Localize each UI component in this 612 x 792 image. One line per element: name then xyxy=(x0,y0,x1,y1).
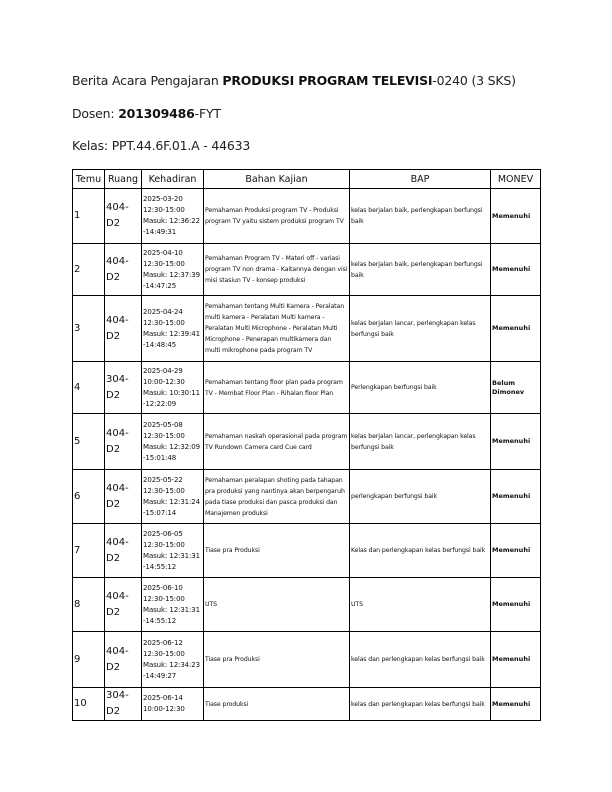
room: 404-D2 xyxy=(105,296,142,362)
study-material: Tiase produksi xyxy=(204,688,350,721)
check-in-time: Masuk: 12:36:22 xyxy=(143,217,200,225)
report-title xyxy=(72,73,516,88)
session-time: 12:30-15:00 xyxy=(143,540,185,549)
monev-status: Memenuhi xyxy=(491,470,541,524)
check-out-time: -14:49:31 xyxy=(143,228,177,236)
table-header-row xyxy=(73,170,541,189)
session-time: 12:30-15:00 xyxy=(143,649,185,658)
bap-note: perlengkapan berfungsi baik xyxy=(350,470,491,524)
title-prefix: Berita Acara Pengajaran xyxy=(72,73,223,88)
study-material: Pemahaman naskah operasional pada program TV Rundown Camera card Cue card xyxy=(204,414,350,470)
study-material: Pemahaman peralapan shoting pada tahapan pra produksi yang nantinya akan berpengaruh pada tiase produksi dan pasca produksi dan Manajemen produksi xyxy=(204,470,350,524)
monev-status: Memenuhi xyxy=(491,578,541,632)
session-date: 2025-04-10 xyxy=(143,248,183,257)
room: 404-D2 xyxy=(105,524,142,578)
meeting-number: 10 xyxy=(73,688,105,721)
bap-note: kelas berjalan lancar, perlengkapan kelas berfungsi baik xyxy=(350,296,491,362)
bap-note: kelas berjalan lancar, perlengkapan kelas berfungsi baik xyxy=(350,414,491,470)
session-date: 2025-06-12 xyxy=(143,638,183,647)
monev-status: Memenuhi xyxy=(491,632,541,688)
attendance-table xyxy=(72,169,541,721)
attendance-cell xyxy=(142,189,204,244)
col-header-temu: Temu xyxy=(73,170,105,189)
bap-note: kelas dan perlengkapan kelas berfungsi baik xyxy=(350,632,491,688)
room: 304-D2 xyxy=(105,362,142,414)
study-material: Pemahaman Produksi program TV - Produksi program TV yaitu sistem produksi program TV xyxy=(204,189,350,244)
check-out-time: -15:07:14 xyxy=(143,508,177,517)
monev-status: Memenuhi xyxy=(491,244,541,296)
session-time: 12:30-15:00 xyxy=(143,318,185,327)
session-date: 2025-06-10 xyxy=(143,583,183,592)
check-out-time: -14:47:25 xyxy=(143,281,177,290)
study-material: UTS xyxy=(204,578,350,632)
col-header-ruang: Ruang xyxy=(105,170,142,189)
room: 404-D2 xyxy=(105,632,142,688)
check-in-time: Masuk: 12:37:39 xyxy=(143,270,200,279)
check-in-time: Masuk: 12:31:24 xyxy=(143,497,200,506)
study-material: Tiase pra Produksi xyxy=(204,524,350,578)
lecturer-suffix: -FYT xyxy=(194,106,221,121)
session-date: 2025-05-08 xyxy=(143,420,183,429)
room: 404-D2 xyxy=(105,578,142,632)
meeting-number: 8 xyxy=(73,578,105,632)
attendance-cell xyxy=(142,296,204,362)
lecturer-label: Dosen: xyxy=(72,106,119,121)
meeting-number: 5 xyxy=(73,414,105,470)
table-row xyxy=(73,189,541,244)
session-time: 10:00-12:30 xyxy=(143,377,185,386)
monev-status: Memenuhi xyxy=(491,524,541,578)
room: 304-D2 xyxy=(105,688,142,721)
col-header-kehadiran: Kehadiran xyxy=(142,170,204,189)
session-time: 12:30-15:00 xyxy=(143,594,185,603)
attendance-cell xyxy=(142,524,204,578)
session-time: 12:30-15:00 xyxy=(143,259,185,268)
check-in-time: Masuk: 10:30:11 xyxy=(143,388,200,397)
table-row xyxy=(73,470,541,524)
table-row xyxy=(73,632,541,688)
room: 404-D2 xyxy=(105,189,142,244)
meeting-number: 7 xyxy=(73,524,105,578)
table-row xyxy=(73,688,541,721)
table-row xyxy=(73,362,541,414)
check-in-time: Masuk: 12:31:31 xyxy=(143,605,200,614)
lecturer-code: 201309486 xyxy=(118,106,195,121)
check-out-time: -14:48:45 xyxy=(143,340,177,349)
meeting-number: 3 xyxy=(73,296,105,362)
session-date: 2025-05-22 xyxy=(143,475,183,484)
meeting-number: 2 xyxy=(73,244,105,296)
bap-note: kelas berjalan baik, perlengkapan berfungsi baik xyxy=(350,244,491,296)
attendance-cell xyxy=(142,470,204,524)
bap-note: UTS xyxy=(350,578,491,632)
session-date: 2025-06-14 xyxy=(143,694,183,702)
monev-status: Belum Dimonev xyxy=(491,362,541,414)
bap-note: Kelas dan perlengkapan kelas berfungsi baik xyxy=(350,524,491,578)
bap-note: kelas berjalan baik, perlengkapan berfungsi baik xyxy=(350,189,491,244)
session-time: 12:30-15:00 xyxy=(143,431,185,440)
check-out-time: -14:49:27 xyxy=(143,671,177,680)
monev-status: Memenuhi xyxy=(491,414,541,470)
col-header-bahan-kajian: Bahan Kajian xyxy=(204,170,350,189)
table-row xyxy=(73,414,541,470)
table-row xyxy=(73,244,541,296)
monev-status: Memenuhi xyxy=(491,189,541,244)
check-in-time: Masuk: 12:34:23 xyxy=(143,660,200,669)
room: 404-D2 xyxy=(105,470,142,524)
bap-note: Perlengkapan berfungsi baik xyxy=(350,362,491,414)
check-in-time: Masuk: 12:31:31 xyxy=(143,551,200,560)
bap-note: kelas dan perlengkapan kelas berfungsi baik xyxy=(350,688,491,721)
study-material: Pemahaman tentang floor plan pada program TV - Membat Floor Plan - Rihalan floor Plan xyxy=(204,362,350,414)
table-row xyxy=(73,524,541,578)
attendance-cell xyxy=(142,688,204,721)
session-date: 2025-06-05 xyxy=(143,529,183,538)
class-line: Kelas: PPT.44.6F.01.A - 44633 xyxy=(72,138,251,153)
course-code: -0240 (3 SKS) xyxy=(432,73,516,88)
study-material: Pemahaman tentang Multi Kamera - Peralatan multi kamera - Peralatan Multi kamera - Peralatan Multi Microphone - Peralatan Multi Microphone - Penerapan multikamera dan multi mikrophone pada program TV xyxy=(204,296,350,362)
check-out-time: -14:55:12 xyxy=(143,562,177,571)
check-out-time: -12:22:09 xyxy=(143,399,177,408)
study-material: Pemahaman Program TV - Materi off - variasi program TV non drama - Kaitannya dengan visi misi stasiun TV - konsep produksi xyxy=(204,244,350,296)
course-name: PRODUKSI PROGRAM TELEVISI xyxy=(222,73,433,88)
attendance-cell xyxy=(142,244,204,296)
attendance-cell xyxy=(142,578,204,632)
meeting-number: 4 xyxy=(73,362,105,414)
session-time: 10:00-12:30 xyxy=(143,705,185,713)
room: 404-D2 xyxy=(105,414,142,470)
room: 404-D2 xyxy=(105,244,142,296)
session-date: 2025-03-20 xyxy=(143,195,183,203)
table-row xyxy=(73,296,541,362)
lecturer-line xyxy=(72,106,221,121)
col-header-bap: BAP xyxy=(350,170,491,189)
session-date: 2025-04-29 xyxy=(143,366,183,375)
table-row xyxy=(73,578,541,632)
meeting-number: 9 xyxy=(73,632,105,688)
check-out-time: -14:55:12 xyxy=(143,616,177,625)
session-time: 12:30-15:00 xyxy=(143,206,185,214)
meeting-number: 6 xyxy=(73,470,105,524)
session-date: 2025-04-24 xyxy=(143,307,183,316)
monev-status: Memenuhi xyxy=(491,296,541,362)
col-header-monev: MONEV xyxy=(491,170,541,189)
study-material: Tiase pra Produksi xyxy=(204,632,350,688)
attendance-cell xyxy=(142,632,204,688)
attendance-cell xyxy=(142,362,204,414)
session-time: 12:30-15:00 xyxy=(143,486,185,495)
meeting-number: 1 xyxy=(73,189,105,244)
monev-status: Memenuhi xyxy=(491,688,541,721)
attendance-cell xyxy=(142,414,204,470)
check-in-time: Masuk: 12:32:09 xyxy=(143,442,200,451)
check-in-time: Masuk: 12:39:41 xyxy=(143,329,200,338)
check-out-time: -15:01:48 xyxy=(143,453,177,462)
